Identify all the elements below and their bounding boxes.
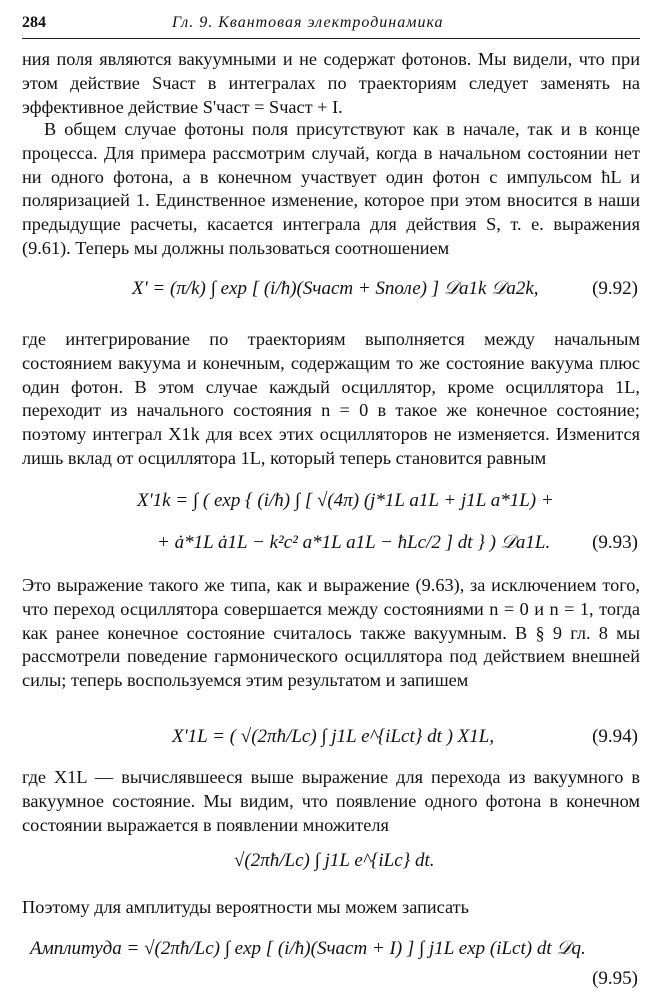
equation-9-92-body: X' = (π/k) ∫ exp [ (i/ħ)(Sчаст + Sполе) ] 𝒟a1k 𝒟a2k, [132, 278, 539, 299]
equation-9-95 [22, 938, 640, 968]
page-number: 284 [22, 14, 46, 31]
running-title: Гл. 9. Квантовая электродинамика [172, 14, 444, 31]
equation-9-94 [22, 726, 640, 756]
paragraph-4: Это выражение такого же типа, как и выражение (9.63), за исключением того, что переход осциллятора совершается между состояниями n = 0 и n = 1, тогда как ранее конечное состояние считалось также вакуумным. В § 9 гл. 8 мы рассмотрели поведение гармонического осциллятора под действием внешней силы; теперь воспользуемся этим результатом и запишем [22, 575, 640, 691]
equation-9-95-number: (9.95) [592, 968, 638, 989]
equation-9-94-number: (9.94) [592, 726, 638, 747]
paragraph-6: Поэтому для амплитуды вероятности мы можем записать [22, 897, 469, 917]
equation-9-93-line-1-body: X'1k = ∫ ( exp { (i/ħ) ∫ [ √(4π) (j*1L a1L + j1L a*1L) + [137, 490, 554, 511]
equation-9-93-line-2-body: + ȧ*1L ȧ1L − k²c² a*1L a1L − ħLc/2 ] dt } ) 𝒟a1L. [157, 532, 551, 553]
equation-9-94-body: X'1L = ( √(2πħ/Lc) ∫ j1L e^{iLct} dt ) X1L, [172, 726, 495, 747]
book-page [22, 0, 640, 1000]
equation-9-93-line-1 [22, 490, 640, 520]
factor-expression [22, 850, 640, 880]
equation-9-92 [22, 278, 640, 308]
equation-9-93-number: (9.93) [592, 532, 638, 553]
paragraph-3: где интегрирование по траекториям выполняется между начальным состоянием вакуума и конечным, содержащим то же состояние вакуума плюс один фотон. В этом случае каждый осциллятор, кроме осциллятора 1L, переходит из начального состояния n = 0 в такое же конечное состояние; поэтому интеграл X1k для всех этих осцилляторов не изменяется. Изменится лишь вклад от осциллятора 1L, который теперь становится равным [22, 329, 640, 468]
equation-9-93-line-2 [22, 532, 640, 562]
running-header [22, 12, 640, 39]
paragraph-5: где X1L — вычислявшееся выше выражение для перехода из вакуумного в вакуумное состояние. Мы видим, что появление одного фотона в конечном состоянии выражается в появлении множителя [22, 767, 640, 835]
factor-expression-body: √(2πħ/Lc) ∫ j1L e^{iLc} dt. [234, 850, 435, 871]
paragraph-1: ния поля являются вакуумными и не содержат фотонов. Мы видели, что при этом действие Sчаст в интегралах по траекториям следует заменять на эффективное действие S'част = Sчаст + I. [22, 49, 640, 117]
equation-9-92-number: (9.92) [592, 278, 638, 299]
paragraph-2: В общем случае фотоны поля присутствуют как в начале, так и в конце процесса. Для примера рассмотрим случай, когда в начальном состоянии нет ни одного фотона, а в конечном участвует один фотон с импульсом ħL и поляризацией 1. Единственное изменение, которое при этом вносится в наши предыдущие расчеты, касается интеграла для действия S, т. е. выражения (9.61). Теперь мы должны пользоваться соотношением [22, 119, 640, 258]
equation-9-95-body: Амплитуда = √(2πħ/Lc) ∫ exp [ (i/ħ)(Sчаст + I) ] ∫ j1L exp (iLct) dt 𝒟q. [30, 938, 586, 959]
